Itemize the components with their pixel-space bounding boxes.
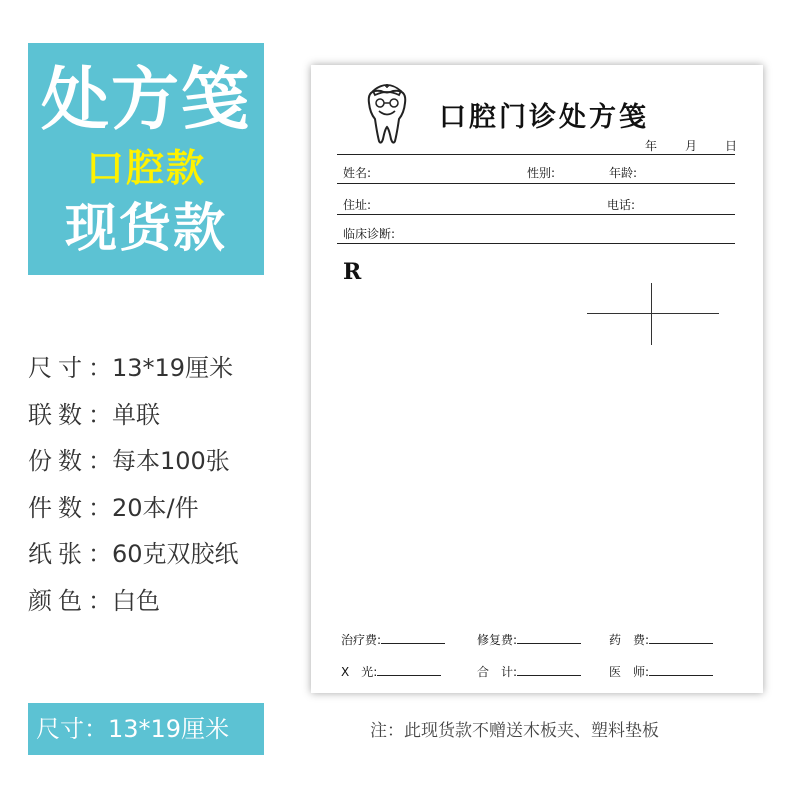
prescription-form bbox=[311, 65, 763, 693]
spec-list bbox=[28, 345, 239, 624]
spec-pieces: 件数：20本/件 bbox=[28, 493, 199, 522]
divider bbox=[337, 183, 735, 184]
product-banner bbox=[28, 43, 264, 275]
banner-title: 处方笺 bbox=[40, 61, 251, 140]
divider bbox=[337, 214, 735, 215]
repair-fee-field: 修复费: bbox=[477, 631, 581, 648]
medicine-fee-field: 药 费: bbox=[609, 631, 713, 648]
doctor-field: 医 师: bbox=[609, 663, 713, 680]
cross-mark bbox=[651, 283, 652, 345]
spec-copies: 联数：单联 bbox=[28, 400, 160, 429]
gender-label: 性别: bbox=[527, 166, 556, 180]
size-badge: 尺寸：13*19厘米 bbox=[28, 703, 264, 755]
spec-paper: 纸张：60克双胶纸 bbox=[28, 540, 239, 568]
spec-color: 颜色：白色 bbox=[28, 586, 160, 615]
total-field: 合 计: bbox=[477, 663, 581, 680]
tooth-mascot-icon bbox=[359, 81, 415, 147]
spec-size: 尺寸：13*19厘米 bbox=[28, 354, 234, 382]
date-row: 年 月 日 bbox=[644, 139, 737, 153]
treatment-fee-field: 治疗费: bbox=[341, 631, 445, 648]
divider bbox=[337, 243, 735, 244]
divider bbox=[337, 154, 735, 155]
address-label: 住址: bbox=[343, 198, 372, 212]
cross-mark bbox=[587, 313, 719, 314]
rx-symbol: R bbox=[343, 259, 362, 285]
form-title: 口腔门诊处方笺 bbox=[439, 102, 649, 133]
spec-sheets: 份数：每本100张 bbox=[28, 447, 230, 475]
phone-label: 电话: bbox=[607, 198, 636, 212]
product-note: 注：此现货款不赠送木板夹、塑料垫板 bbox=[370, 721, 659, 741]
age-label: 年龄: bbox=[609, 166, 638, 180]
banner-subtitle: 口腔款 bbox=[85, 146, 206, 190]
xray-fee-field: X 光: bbox=[341, 663, 441, 680]
name-label: 姓名: bbox=[343, 166, 372, 180]
diagnosis-label: 临床诊断: bbox=[343, 227, 396, 241]
banner-stock-label: 现货款 bbox=[64, 199, 227, 259]
